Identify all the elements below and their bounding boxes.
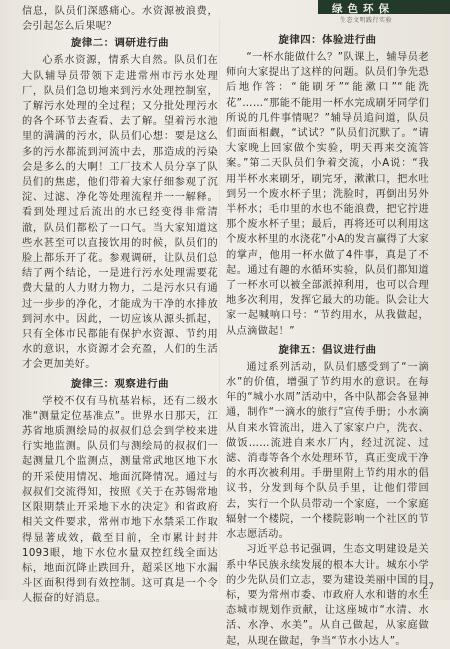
- header-title: 绿色环保: [332, 3, 394, 15]
- section4-paragraph: “一杯水能做什么？”队课上，辅导员老师向大家提出了这样的问题。队员们争先恐后地作答：“能刷牙”“能漱口”“能洗花”……“那能不能用一杯水完成刷牙同学们所说的几件事情呢？”辅导员追问道，队员们面面相觑，“试试？”队员们沉默了。“请大家晚上回家做个实验，明天再来交流答案。”第二天队员们争着交流，小A说：“我用半杯水来刷牙，刷完牙，漱漱口，把水吐到另一个废水杯子里；洗脸时，再倒出另外半杯水；毛巾里的水也不能浪费，把它拧进那个废水杯子里；最后，再将还可以利用这个废水杯里的水浇花”小A的发言赢得了大家的掌声，他用一杯水做了4件事，真是了不起。通过有趣的水循环实验，队员们都知道了一杯水可以被全部派掉利用，也可以合理地多次利用，发挥它最大的功能。队会让大家一起喊响口号：“节约用水，从我做起，从点滴做起！”: [226, 52, 429, 337]
- intro-paragraph: 信息，队员们深感痛心。水资源被浪费，会引起怎么后果呢？: [22, 6, 218, 33]
- section4-title: 旋律四：体验进行曲: [278, 34, 377, 46]
- left-column: [22, 4, 218, 607]
- page-number: 27: [422, 582, 434, 592]
- section5-paragraph-1: 通过系列活动，队员们感受到了“一滴水”的价值，增强了节约用水的意识。在每年的“城小水周”活动中，各中队都会各显神通，制作“一滴水的旅行”宣传手册；小水滴从自来水管流出，进入了家家户户，洗衣、做饭……流进自来水厂内，经过沉淀、过滤、消毒等各个水处理环节，真正变成干净的水再次被利用。手册里附上节约用水的倡议书，分发到每个队员手里，让他们带回去，实行一个队员带动一个家庭，一个家庭辐射一个楼院，一个楼院影响一个社区的节水志愿活动。: [226, 361, 429, 541]
- page-crease: [219, 18, 220, 593]
- section2-title: 旋律二：调研进行曲: [70, 37, 169, 50]
- section2-paragraph: 心系水资源，情系大自然。队员们在大队辅导员带领下走进常州市污水处理厂，队员们急切地来到污水处理控制室，了解污水处理的全过程；又分批处理污水的各个环节去查看、去了解。望着污水池里的满满的污水，队员们心想：要是这么多的污水都流到河流中去，那造成的污染会是多么的大啊！工厂技术人员分享了队员们的焦虑，他们带着大家仔细参观了沉淀、过滤、净化等处理流程并一一解释。看到处理过后流出的水已经变得非常清澈，队员们都松了一口气。当大家知道这些水甚至可以直接饮用的时候，队员们的脸上都乐开了花。参观调研，让队员们总结了两个结论，一是进行污水处理需要花费大量的人力财力物力，二是污水只有通过一步步的净化，才能成为干净的水排放到河水中。因此，一切应该从源头抓起，只有全体市民都能有保护水资源、节约用水的意识，水资源才会充盈，人们的生活才会更加美好。: [22, 55, 218, 371]
- section3-paragraph: 学校不仅有马杭基岩标，还有二级水准“测量定位基准点”。世界水日那天，江苏省地质测绘局的叔叔们总会到学校来进行实地监测。队员们与测绘局的叔叔们一起测量几个监测点，测量常武地区地下水的开采使用情况、地面沉降情况。通过与叔叔们交流得知，按照《关于在苏锡常地区限期禁止开采地下水的决定》和省政府相关文件要求，常州市地下水禁采工作取得显著成效，截至目前，全市累计封井1093眼，地下水位水量双控红线全面达标，地面沉降止跌回升，超采区地下水漏斗区面积得到有效控制。这可真是一个令人振奋的好消息。: [22, 395, 218, 605]
- header-subtitle: 生态文明践行实验: [340, 17, 393, 24]
- section3-title: 旋律三：观察进行曲: [70, 377, 169, 390]
- section5-paragraph-2: 习近平总书记强调，生态文明建设是关系中华民族永续发展的根本大计。城东小学的少先队员们立志，要为建设美丽中国的目标，要为常州市委、市政府人水和谐的水生态城市规划作贡献，让这座城市“水清、水活、水净、水美”。从自己做起，从家庭做起，从现在做起，争当“节水小达人”。: [226, 544, 429, 647]
- section5-title: 旋律五：倡议进行曲: [278, 343, 377, 356]
- right-column: [226, 30, 429, 649]
